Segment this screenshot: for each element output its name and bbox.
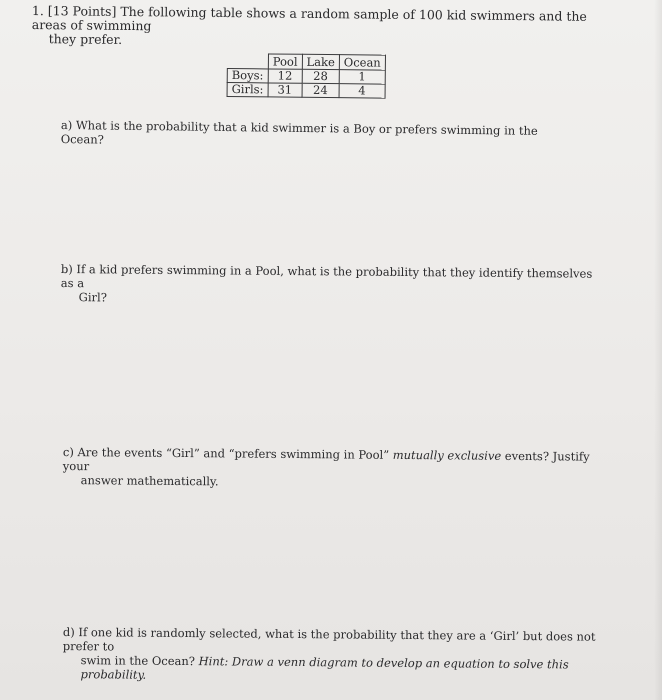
- question-d-line2: [63, 653, 603, 686]
- problem-intro-line1: The following table shows a random sample of 100 kid swimmers and the areas of swimming: [31, 3, 587, 34]
- question-d-label: d): [62, 625, 75, 640]
- row-label-boys: Boys:: [227, 69, 268, 83]
- table-row-girls: [227, 83, 385, 99]
- header-pool: Pool: [268, 54, 302, 69]
- swimmer-table: [227, 53, 386, 99]
- question-b: [61, 262, 601, 309]
- question-d-text-pre: swim in the Ocean?: [80, 653, 196, 669]
- cell-girls-lake: 24: [302, 83, 339, 97]
- problem-number: 1.: [31, 3, 44, 19]
- cell-girls-pool: 31: [268, 83, 302, 97]
- question-b-text: If a kid prefers swimming in a Pool, what is the probability that they identify themselves as a: [60, 262, 593, 291]
- question-c-text-post: events? Justify your: [62, 448, 590, 474]
- header-lake: Lake: [302, 54, 339, 69]
- question-a-text: What is the probability that a kid swimmer is a Boy or prefers swimming in the Ocean?: [60, 118, 538, 147]
- problem-statement: [32, 4, 612, 52]
- table-corner-cell: [227, 54, 268, 69]
- cell-boys-lake: 28: [302, 69, 339, 83]
- header-ocean: Ocean: [339, 55, 385, 70]
- cell-boys-ocean: 1: [339, 70, 385, 84]
- page-edge-shadow: [654, 0, 662, 700]
- question-b-label: b): [60, 262, 73, 277]
- question-d-text: If one kid is randomly selected, what is the probability that they are a ‘Girl’ but does not prefer to: [62, 625, 596, 654]
- question-a: [61, 118, 581, 152]
- question-a-label: a): [60, 118, 73, 133]
- question-c-emphasis: mutually exclusive: [392, 447, 502, 463]
- problem-intro-line2: they prefer.: [48, 31, 123, 47]
- question-d: [63, 625, 603, 686]
- cell-girls-ocean: 4: [339, 84, 385, 98]
- problem-points: [13 Points]: [47, 3, 117, 19]
- question-b-line2: Girl?: [78, 290, 107, 305]
- question-c-label: c): [62, 445, 74, 460]
- cell-boys-pool: 12: [268, 69, 302, 83]
- question-d-hint: Hint: Draw a venn diagram to develop an equation to solve this probability.: [80, 654, 569, 682]
- question-c: [63, 445, 603, 492]
- row-label-girls: Girls:: [227, 83, 268, 97]
- question-c-text-pre: Are the events “Girl” and “prefers swimming in Pool”: [77, 445, 390, 462]
- question-c-line2: answer mathematically.: [80, 473, 219, 489]
